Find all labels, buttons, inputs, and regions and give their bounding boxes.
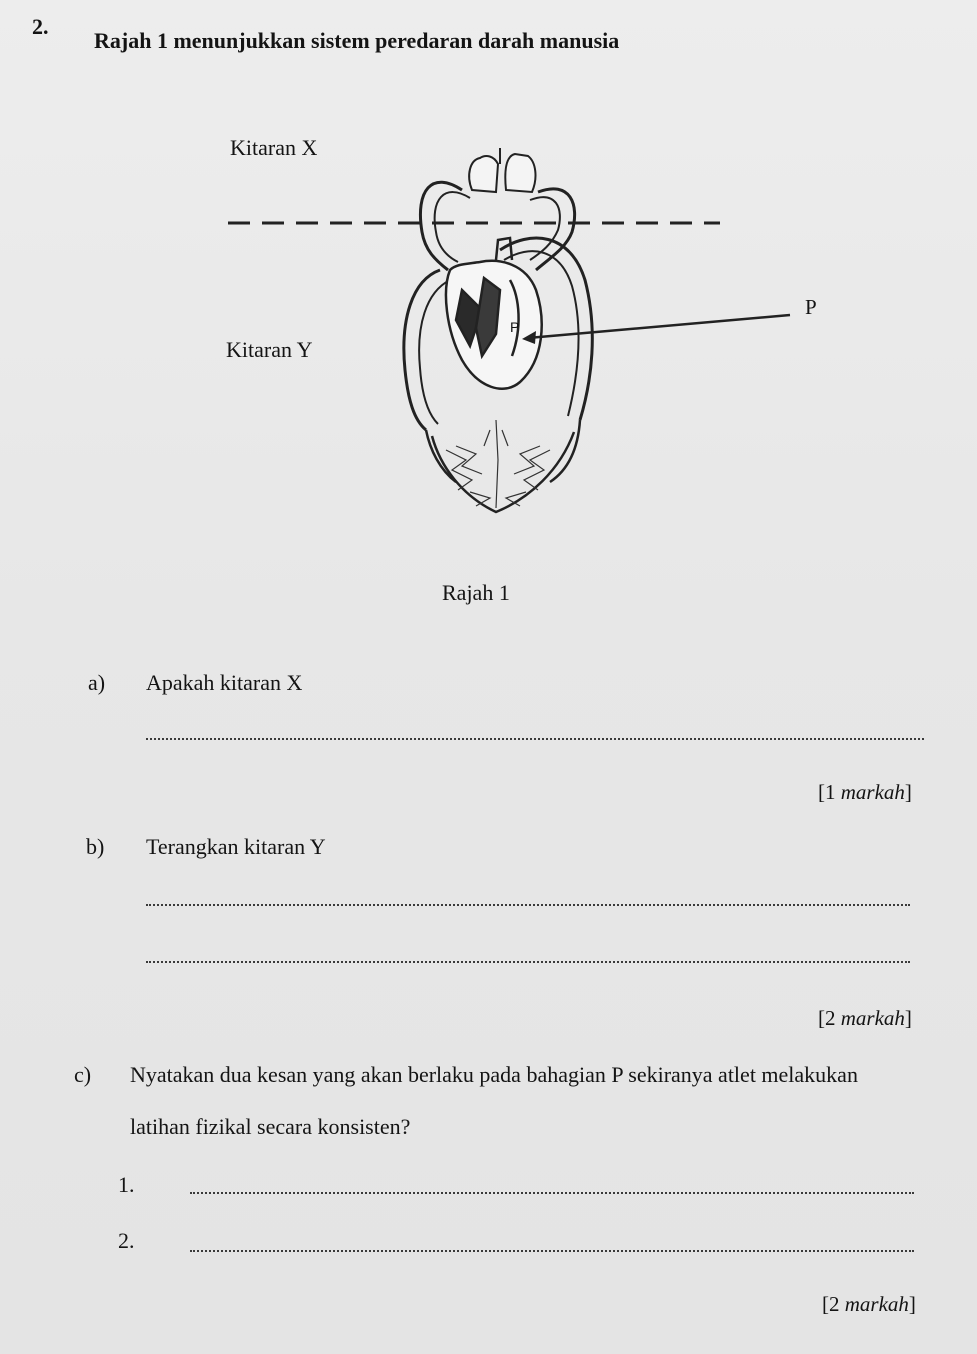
body-capillary-outline bbox=[432, 432, 574, 512]
heart-p-marker: P bbox=[510, 319, 520, 335]
question-text: Rajah 1 menunjukkan sistem peredaran darah manusia bbox=[94, 28, 620, 53]
label-kitaran-y: Kitaran Y bbox=[226, 337, 313, 362]
part-c-marks-num: 2 bbox=[829, 1292, 840, 1316]
part-b-answer-line-2[interactable] bbox=[146, 961, 910, 963]
part-a-marks-word: markah bbox=[840, 780, 905, 804]
part-a-answer-line[interactable] bbox=[146, 738, 924, 740]
part-b-marks: [2 markah] bbox=[818, 1006, 912, 1030]
question-number: 2. bbox=[32, 14, 49, 39]
part-a-marks-num: 1 bbox=[825, 780, 836, 804]
part-b-question: Terangkan kitaran Y bbox=[146, 834, 326, 859]
part-c-question-line1: Nyatakan dua kesan yang akan berlaku pada bahagian P sekiranya atlet melakukan bbox=[130, 1062, 858, 1087]
part-c-letter: c) bbox=[74, 1062, 92, 1087]
capillary-network-icon bbox=[446, 420, 550, 508]
circulatory-system-diagram bbox=[200, 120, 860, 540]
heart-icon bbox=[446, 238, 542, 389]
figure-caption: Rajah 1 bbox=[442, 580, 510, 605]
pulmonary-vessel-left-inner bbox=[435, 192, 470, 262]
part-c-marks: [2 markah] bbox=[822, 1292, 916, 1316]
part-c-marks-word: markah bbox=[844, 1292, 909, 1316]
part-c-item-1-number: 1. bbox=[118, 1172, 135, 1197]
lungs-icon bbox=[469, 148, 535, 192]
part-b-marks-word: markah bbox=[840, 1006, 905, 1030]
part-c-answer-line-1[interactable] bbox=[190, 1192, 914, 1194]
part-b-marks-num: 2 bbox=[825, 1006, 836, 1030]
part-b-letter: b) bbox=[86, 834, 105, 859]
part-c-answer-line-2[interactable] bbox=[190, 1250, 914, 1252]
label-kitaran-x: Kitaran X bbox=[230, 135, 318, 160]
part-c-question-line2: latihan fizikal secara konsisten? bbox=[130, 1114, 411, 1139]
part-a-question: Apakah kitaran X bbox=[146, 670, 303, 695]
part-a-marks: [1 markah] bbox=[818, 780, 912, 804]
part-b-answer-line-1[interactable] bbox=[146, 904, 910, 906]
part-a-letter: a) bbox=[88, 670, 106, 695]
part-c-item-2-number: 2. bbox=[118, 1228, 135, 1253]
label-p: P bbox=[805, 295, 817, 319]
p-pointer-line bbox=[528, 315, 790, 338]
